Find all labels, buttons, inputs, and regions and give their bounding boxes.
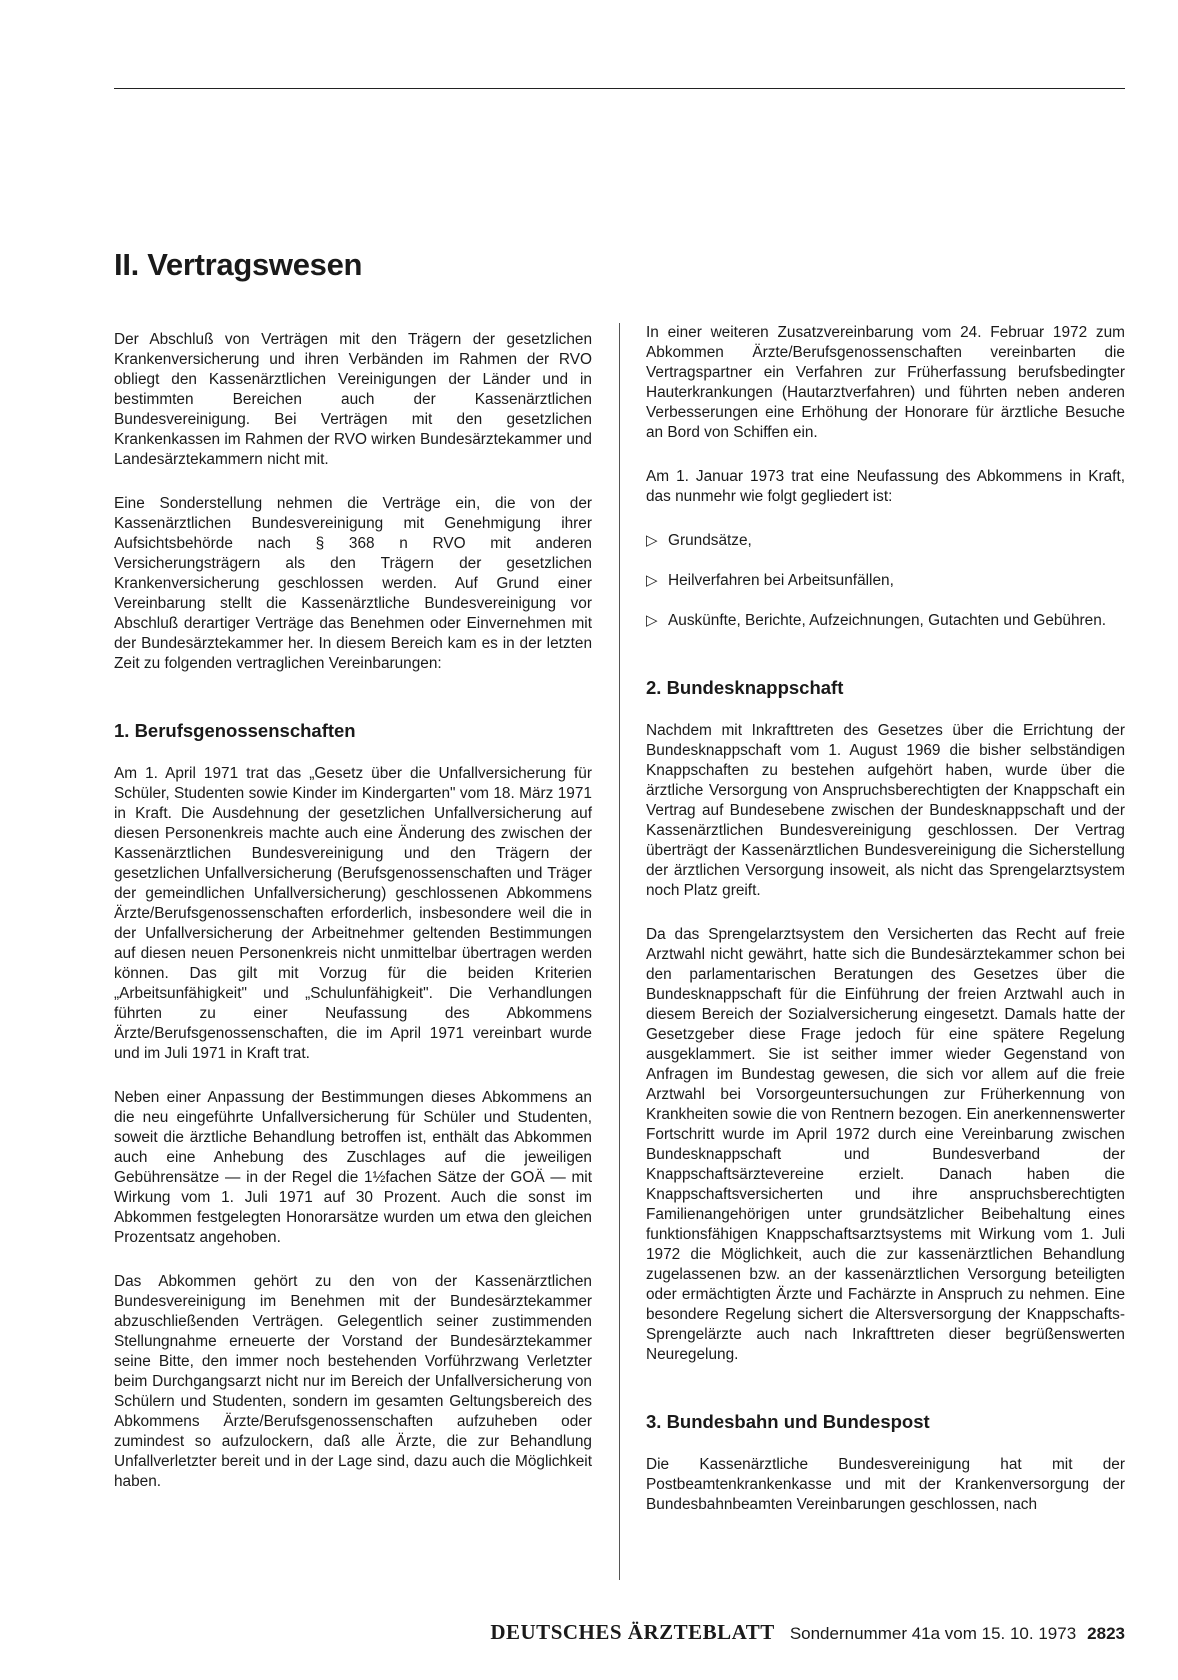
right-column (646, 323, 1125, 1539)
section-heading-bundesknappschaft: 2. Bundesknappschaft (646, 677, 844, 698)
paragraph: Die Kassenärztliche Bundesvereinigung hat mit der Postbeamtenkrankenkasse und mit der Krankenversorgung der Bundesbahnbeamten Vereinbarungen geschlossen, nach (646, 1456, 1125, 1513)
page-number: 2823 (1087, 1624, 1125, 1643)
page-footer (410, 1620, 1125, 1645)
list-item-text: Grundsätze, (668, 532, 752, 549)
paragraph: Nachdem mit Inkrafttreten des Gesetzes über die Errichtung der Bundesknappschaft vom 1. August 1969 die bisher selbständigen Knappschaften zu bestehen aufgehört haben, wurde über die ärztliche Versorgung von Anspruchsberechtigten der Knappschaft ein Vertrag auf Bundesebene zwischen der Bundesknappschaft und der Kassenärztlichen Bundesvereinigung geschlossen. Der Vertrag überträgt der Kassenärztlichen Bundesvereinigung die Sicherstellung der ärztlichen Versorgung insoweit, als nicht das Sprengelarztsystem noch Platz greift. (646, 722, 1125, 899)
paragraph: Eine Sonderstellung nehmen die Verträge ein, die von der Kassenärztlichen Bundesvereinigung mit Genehmigung ihrer Aufsichtsbehörde nach § 368 n RVO mit anderen Versicherungsträgern als den Trägern der gesetzlichen Krankenversicherung geschlossen werden. Auf Grund einer Vereinbarung stellt die Kassenärztliche Bundesvereinigung vor Abschluß derartiger Verträge das Benehmen oder Einvernehmen mit der Bundesärztekammer her. In diesem Bereich kam es in der letzten Zeit zu folgenden vertraglichen Vereinbarungen: (114, 495, 592, 672)
paragraph: In einer weiteren Zusatzvereinbarung vom 24. Februar 1972 zum Abkommen Ärzte/Berufsgenossenschaften vereinbarten die Vertragspartner ein Verfahren zur Früherfassung berufsbedingter Hauterkrankungen (Hautarztverfahren) und führten neben anderen Verbesserungen eine Erhöhung der Honorare für ärztliche Besuche an Bord von Schiffen ein. (646, 324, 1125, 441)
paragraph: Der Abschluß von Verträgen mit den Trägern der gesetzlichen Krankenversicherung und ihren Verbänden im Rahmen der RVO obliegt den Kassenärztlichen Vereinigungen der Länder und in bestimmten Bereichen auch der Kassenärztlichen Bundesvereinigung. Bei Verträgen mit den gesetzlichen Krankenkassen im Rahmen der RVO wirken Bundesärztekammer und Landesärztekammern nicht mit. (114, 331, 592, 468)
page-heading: II. Vertragswesen (114, 247, 363, 282)
triangle-bullet-icon: ▷ (646, 572, 658, 589)
list-item (646, 611, 1125, 631)
list-item (646, 571, 1125, 591)
paragraph: Am 1. April 1971 trat das „Gesetz über die Unfallversicherung für Schüler, Studenten sowie Kinder im Kindergarten" vom 18. März 1971 in Kraft. Die Ausdehnung der gesetzlichen Unfallversicherung auf diesen Personenkreis machte auch eine Änderung des zwischen der Kassenärztlichen Bundesvereinigung und den Trägern der gesetzlichen Unfallversicherung (Berufsgenossenschaften und Träger der gemeindlichen Unfallversicherung) geschlossenen Abkommens Ärzte/Berufsgenossenschaften erforderlich, insbesondere weil die in der Unfallversicherung der Arbeitnehmer geltenden Bestimmungen auf diesen neuen Personenkreis nicht unmittelbar übertragen werden können. Das gilt mit Vorzug für die beiden Kriterien „Arbeitsunfähigkeit" und „Schulunfähigkeit". Die Verhandlungen führten zu einer Neufassung des Abkommens Ärzte/Berufsgenossenschaften, die im April 1971 vereinbart wurde und im Juli 1971 in Kraft trat. (114, 765, 592, 1062)
paragraph: Neben einer Anpassung der Bestimmungen dieses Abkommens an die neu eingeführte Unfallversicherung für Schüler und Studenten, soweit die ärztliche Behandlung betroffen ist, enthält das Abkommen auch eine Anhebung des Zuschlages auf die jeweiligen Gebührensätze — in der Regel die 1½fachen Sätze der GOÄ — mit Wirkung vom 1. Juli 1971 auf 30 Prozent. Auch die sonst im Abkommen festgelegten Honorarsätze wurden um etwa den gleichen Prozentsatz angehoben. (114, 1089, 592, 1246)
list-item (646, 531, 1125, 551)
issue-info: Sondernummer 41a vom 15. 10. 1973 (789, 1624, 1077, 1643)
left-column (114, 330, 592, 1516)
column-divider (619, 323, 620, 1580)
list-item-text: Heilverfahren bei Arbeitsunfällen, (668, 572, 894, 589)
triangle-bullet-icon: ▷ (646, 532, 658, 549)
paragraph: Das Abkommen gehört zu den von der Kassenärztlichen Bundesvereinigung im Benehmen mit der Bundesärztekammer abzuschließenden Verträgen. Gelegentlich seiner zustimmenden Stellungnahme erneuerte der Vorstand der Bundesärztekammer seine Bitte, den immer noch bestehenden Vorführzwang Verletzter beim Durchgangsarzt nicht nur im Bereich der Unfallversicherung von Schülern und Studenten, sondern im gesamten Geltungsbereich des Abkommens Ärzte/Berufsgenossenschaften aufzuheben oder zumindest so aufzulockern, daß alle Ärzte, die zur Behandlung Unfallverletzter bereit und in der Lage sind, dazu auch die Möglichkeit haben. (114, 1273, 592, 1490)
journal-name: DEUTSCHES ÄRZTEBLATT (490, 1620, 775, 1644)
section-heading-berufsgenossenschaften: 1. Berufsgenossenschaften (114, 720, 356, 741)
paragraph: Am 1. Januar 1973 trat eine Neufassung des Abkommens in Kraft, das nunmehr wie folgt gegliedert ist: (646, 468, 1125, 505)
paragraph: Da das Sprengelarztsystem den Versicherten das Recht auf freie Arztwahl nicht gewährt, hatte sich die Bundesärztekammer schon bei den parlamentarischen Beratungen des Gesetzes über die Bundesknappschaft für die Einführung der freien Arztwahl auch in diesem Bereich der Sozialversicherung eingesetzt. Damals hatte der Gesetzgeber diese Frage jedoch für eine spätere Regelung ausgeklammert. Sie ist seither immer wieder Gegenstand von Anfragen im Bundestag gewesen, die sich vor allem auf die freie Arztwahl bei Vorsorgeuntersuchungen zur Früherkennung von Krankheiten sowie die von Rentnern bezogen. Ein anerkennenswerter Fortschritt wurde im April 1972 durch eine Vereinbarung zwischen Bundesknappschaft und Bundesverband der Knappschaftsärztevereine erzielt. Danach haben die Knappschaftsversicherten und ihre anspruchsberechtigten Familienangehörigen unter grundsätzlicher Beibehaltung eines funktionsfähigen Knappschaftsarztsystems mit Wirkung vom 1. Juli 1972 die Möglichkeit, auch die zur kassenärztlichen Behandlung zugelassenen bzw. an der kassenärztlichen Versorgung beteiligten oder ermächtigten Ärzte und Fachärzte in Anspruch zu nehmen. Eine besondere Regelung sichert die Altersversorgung der Knappschafts-Sprengelärzte auch nach Inkrafttreten dieser begrüßenswerten Neuregelung. (646, 926, 1125, 1363)
list-item-text: Auskünfte, Berichte, Aufzeichnungen, Gutachten und Gebühren. (668, 612, 1107, 629)
section-heading-bundesbahn-bundespost: 3. Bundesbahn und Bundespost (646, 1411, 930, 1432)
top-rule (114, 88, 1125, 89)
triangle-bullet-icon: ▷ (646, 612, 658, 629)
